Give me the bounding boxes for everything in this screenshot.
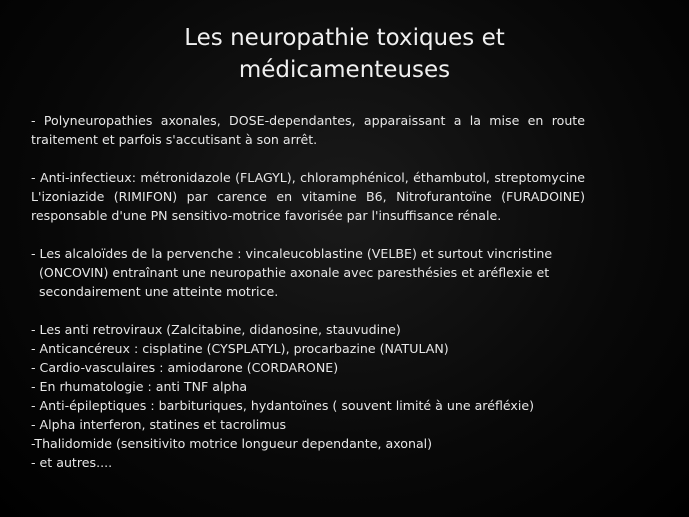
spacer	[31, 225, 585, 244]
list-item: - Alpha interferon, statines et tacrolimus	[31, 417, 287, 432]
slide-body	[31, 111, 585, 472]
alcaloides-line-2: (ONCOVIN) entraînant une neuropathie axonale avec paresthésies et aréflexie et	[39, 265, 550, 280]
paragraph-anti-infectieux: - Anti-infectieux: métronidazole (FLAGYL), chloramphénicol, éthambutol, streptomycine L'izoniazide (RIMIFON) par carence en vitamine B6, Nitrofurantoïne (FURADOINE) responsable d'une PN sensitivo-motrice favorisée par l'insuffisance rénale.	[31, 170, 585, 223]
list-item: - et autres....	[31, 455, 113, 470]
alcaloides-line-3: secondairement une atteinte motrice.	[39, 284, 279, 299]
list-item: - En rhumatologie : anti TNF alpha	[31, 379, 248, 394]
spacer	[31, 301, 585, 320]
alcaloides-line-1: - Les alcaloïdes de la pervenche : vincaleucoblastine (VELBE) et surtout vincristine	[31, 246, 553, 261]
drug-list	[31, 320, 585, 472]
list-item: -Thalidomide (sensitivito motrice longueur dependante, axonal)	[31, 436, 433, 451]
slide-title-line-1: Les neuropathie toxiques et	[184, 25, 505, 51]
list-item: - Anti-épileptiques : barbituriques, hydantoïnes ( souvent limité à une aréfléxie)	[31, 398, 535, 413]
paragraph-alcaloides	[31, 244, 585, 301]
list-item: - Anticancéreux : cisplatine (CYSPLATYL), procarbazine (NATULAN)	[31, 341, 449, 356]
paragraph-polyneuropathies: - Polyneuropathies axonales, DOSE-dependantes, apparaissant a la mise en route traitement et parfois s'accutisant à son arrêt.	[31, 113, 585, 147]
list-item: - Les anti retroviraux (Zalcitabine, didanosine, stauvudine)	[31, 322, 401, 337]
slide-title	[60, 22, 629, 86]
list-item: - Cardio-vasculaires : amiodarone (CORDARONE)	[31, 360, 339, 375]
spacer	[31, 149, 585, 168]
slide-title-line-2: médicamenteuses	[238, 57, 451, 83]
